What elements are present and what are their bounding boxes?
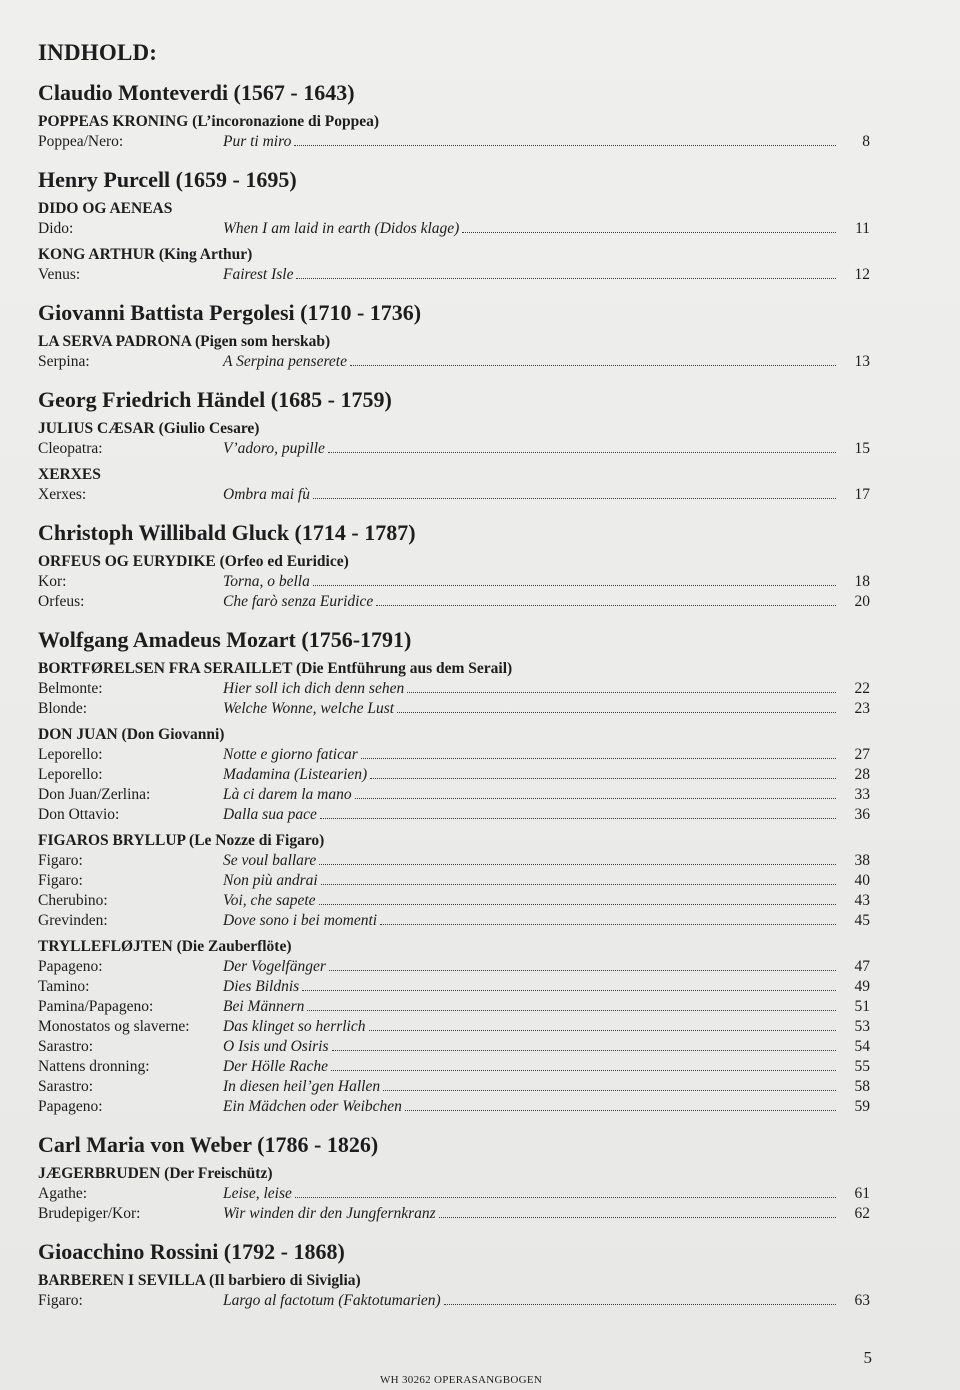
dot-leader [444, 1304, 836, 1305]
aria-title: Largo al factotum (Faktotumarien) [223, 1292, 441, 1309]
aria-title: Fairest Isle [223, 266, 294, 283]
opera-original-title: (L’incoronazione di Poppea) [192, 113, 380, 130]
composer-name: Henry Purcell (1659 - 1695) [38, 167, 297, 192]
composer-name: Wolfgang Amadeus Mozart (1756-1791) [38, 627, 412, 652]
role-name: Monostatos og slaverne: [38, 1018, 190, 1035]
dot-leader [294, 145, 836, 146]
aria-title: Là ci darem la mano [223, 786, 352, 803]
entry-page-number: 47 [854, 958, 870, 975]
opera-original-title: (Der Freischütz) [164, 1165, 273, 1182]
role-name: Poppea/Nero: [38, 133, 124, 150]
opera-title-text: JÆGERBRUDEN [38, 1165, 161, 1182]
dot-leader [302, 990, 836, 991]
opera-title [38, 333, 870, 351]
dot-leader [361, 758, 836, 759]
dot-leader [355, 798, 836, 799]
toc-entry [38, 892, 870, 912]
role-name: Figaro: [38, 852, 83, 869]
toc-entry [38, 220, 870, 240]
toc-entry [38, 353, 870, 373]
aria-title: Bei Männern [223, 998, 305, 1015]
entry-page-number: 62 [854, 1205, 870, 1222]
entry-page-number: 28 [854, 766, 870, 783]
aria-title: When I am laid in earth (Didos klage) [223, 220, 460, 237]
opera-original-title: (King Arthur) [158, 246, 253, 263]
toc-entry [38, 1058, 870, 1078]
aria-title: Che farò senza Euridice [223, 593, 374, 610]
aria-title: Ein Mädchen oder Weibchen [223, 1098, 402, 1115]
dot-leader [407, 692, 836, 693]
dot-leader [380, 924, 836, 925]
entry-page-number: 38 [854, 852, 870, 869]
opera-original-title: (Pigen som herskab) [194, 333, 331, 350]
toc-entry [38, 266, 870, 286]
entry-page-number: 15 [854, 440, 870, 457]
opera-title-text: POPPEAS KRONING [38, 113, 189, 130]
entry-page-number: 18 [854, 573, 870, 590]
opera-title-text: BORTFØRELSEN FRA SERAILLET [38, 660, 293, 677]
opera-original-title: (Orfeo ed Euridice) [219, 553, 349, 570]
dot-leader [332, 1050, 836, 1051]
opera-title-text: JULIUS CÆSAR [38, 420, 155, 437]
entry-page-number: 36 [854, 806, 870, 823]
composer-list [38, 80, 870, 1312]
aria-title: Non più andrai [223, 872, 318, 889]
toc-entry [38, 872, 870, 892]
opera-title-text: LA SERVA PADRONA [38, 333, 192, 350]
aria-title: A Serpina penserete [223, 353, 347, 370]
role-name: Kor: [38, 573, 67, 590]
opera-title-text: DON JUAN [38, 726, 118, 743]
entry-page-number: 53 [854, 1018, 870, 1035]
toc-entry [38, 700, 870, 720]
aria-title: Ombra mai fù [223, 486, 310, 503]
opera-original-title: (Le Nozze di Figaro) [189, 832, 325, 849]
opera-original-title: (Giulio Cesare) [158, 420, 260, 437]
toc-entry [38, 746, 870, 766]
opera-title [38, 832, 870, 850]
composer-name: Georg Friedrich Händel (1685 - 1759) [38, 387, 392, 412]
opera-original-title: (Die Zauberflöte) [176, 938, 292, 955]
dot-leader [329, 970, 836, 971]
opera-title [38, 553, 870, 571]
composer-name: Christoph Willibald Gluck (1714 - 1787) [38, 520, 416, 545]
entry-page-number: 8 [862, 133, 870, 150]
dot-leader [319, 904, 836, 905]
role-name: Pamina/Papageno: [38, 998, 154, 1015]
role-name: Agathe: [38, 1185, 88, 1202]
role-name: Papageno: [38, 958, 103, 975]
dot-leader [295, 1197, 836, 1198]
opera-title [38, 1272, 870, 1290]
entry-page-number: 55 [854, 1058, 870, 1075]
aria-title: Dove sono i bei momenti [223, 912, 378, 929]
role-name: Leporello: [38, 746, 103, 763]
toc-entry [38, 766, 870, 786]
toc-entry [38, 1205, 870, 1225]
opera-title [38, 466, 870, 484]
opera-title [38, 200, 870, 218]
toc-entry [38, 486, 870, 506]
entry-page-number: 11 [855, 220, 870, 237]
opera-title-text: DIDO OG AENEAS [38, 200, 173, 217]
role-name: Don Juan/Zerlina: [38, 786, 151, 803]
entry-page-number: 59 [854, 1098, 870, 1115]
role-name: Sarastro: [38, 1038, 94, 1055]
opera-title-text: KONG ARTHUR [38, 246, 156, 263]
entry-page-number: 45 [854, 912, 870, 929]
composer-name: Claudio Monteverdi (1567 - 1643) [38, 80, 355, 105]
role-name: Nattens dronning: [38, 1058, 150, 1075]
toc-entry [38, 1185, 870, 1205]
toc-entry [38, 573, 870, 593]
opera-original-title: (Il barbiero di Siviglia) [208, 1272, 361, 1289]
table-of-contents [38, 40, 870, 1312]
opera-original-title: (Die Entführung aus dem Serail) [296, 660, 513, 677]
dot-leader [319, 864, 836, 865]
role-name: Serpina: [38, 353, 90, 370]
role-name: Belmonte: [38, 680, 103, 697]
opera-title-text: ORFEUS OG EURYDIKE [38, 553, 216, 570]
role-name: Dido: [38, 220, 74, 237]
role-name: Papageno: [38, 1098, 103, 1115]
opera-original-title: (Don Giovanni) [121, 726, 225, 743]
toc-entry [38, 786, 870, 806]
opera-title-text: FIGAROS BRYLLUP [38, 832, 186, 849]
opera-title [38, 113, 870, 131]
role-name: Tamino: [38, 978, 90, 995]
entry-page-number: 58 [854, 1078, 870, 1095]
entry-page-number: 17 [854, 486, 870, 503]
entry-page-number: 51 [854, 998, 870, 1015]
entry-page-number: 33 [854, 786, 870, 803]
composer-name: Giovanni Battista Pergolesi (1710 - 1736) [38, 300, 422, 325]
dot-leader [307, 1010, 836, 1011]
aria-title: Se voul ballare [223, 852, 317, 869]
role-name: Cherubino: [38, 892, 108, 909]
entry-page-number: 40 [854, 872, 870, 889]
dot-leader [350, 365, 836, 366]
toc-entry [38, 1038, 870, 1058]
aria-title: Pur ti miro [223, 133, 292, 150]
dot-leader [313, 585, 836, 586]
toc-entry [38, 1018, 870, 1038]
composer-name: Carl Maria von Weber (1786 - 1826) [38, 1132, 379, 1157]
role-name: Brudepiger/Kor: [38, 1205, 141, 1222]
opera-title [38, 660, 870, 678]
entry-page-number: 49 [854, 978, 870, 995]
toc-entry [38, 958, 870, 978]
opera-title [38, 420, 870, 438]
entry-page-number: 27 [854, 746, 870, 763]
role-name: Sarastro: [38, 1078, 94, 1095]
role-name: Figaro: [38, 1292, 83, 1309]
role-name: Orfeus: [38, 593, 85, 610]
dot-leader [321, 884, 836, 885]
opera-title-text: BARBEREN I SEVILLA [38, 1272, 206, 1289]
opera-title-text: TRYLLEFLØJTEN [38, 938, 173, 955]
aria-title: Madamina (Listearien) [223, 766, 368, 783]
entry-page-number: 22 [854, 680, 870, 697]
entry-page-number: 20 [854, 593, 870, 610]
aria-title: Hier soll ich dich denn sehen [223, 680, 405, 697]
dot-leader [320, 818, 836, 819]
opera-title-text: XERXES [38, 466, 101, 483]
toc-entry [38, 440, 870, 460]
opera-title [38, 246, 870, 264]
entry-page-number: 63 [854, 1292, 870, 1309]
dot-leader [369, 1030, 837, 1031]
aria-title: Das klinget so herrlich [223, 1018, 366, 1035]
role-name: Leporello: [38, 766, 103, 783]
opera-title [38, 938, 870, 956]
aria-title: Der Vogelfänger [223, 958, 326, 975]
aria-title: O Isis und Osiris [223, 1038, 329, 1055]
dot-leader [439, 1217, 836, 1218]
toc-entry [38, 1078, 870, 1098]
role-name: Figaro: [38, 872, 83, 889]
page-number: 5 [863, 1348, 872, 1367]
dot-leader [370, 778, 836, 779]
dot-leader [328, 452, 836, 453]
role-name: Venus: [38, 266, 81, 283]
opera-title [38, 1165, 870, 1183]
dot-leader [462, 232, 836, 233]
aria-title: Der Hölle Rache [223, 1058, 329, 1075]
dot-leader [313, 498, 836, 499]
toc-entry [38, 806, 870, 826]
opera-title [38, 726, 870, 744]
role-name: Blonde: [38, 700, 88, 717]
toc-entry [38, 978, 870, 998]
dot-leader [397, 712, 836, 713]
aria-title: Wir winden dir den Jungfernkranz [223, 1205, 436, 1222]
toc-entry [38, 852, 870, 872]
aria-title: Dalla sua pace [223, 806, 317, 823]
role-name: Don Ottavio: [38, 806, 120, 823]
dot-leader [331, 1070, 836, 1071]
toc-entry [38, 1292, 870, 1312]
aria-title: Voi, che sapete [223, 892, 316, 909]
toc-entry [38, 133, 870, 153]
composer-name: Gioacchino Rossini (1792 - 1868) [38, 1239, 345, 1264]
entry-page-number: 61 [854, 1185, 870, 1202]
aria-title: Torna, o bella [223, 573, 310, 590]
footer-catalog: WH 30262 OPERASANGBOGEN [380, 1374, 543, 1386]
aria-title: Leise, leise [223, 1185, 292, 1202]
entry-page-number: 12 [854, 266, 870, 283]
toc-entry [38, 593, 870, 613]
aria-title: Dies Bildnis [223, 978, 300, 995]
aria-title: V’adoro, pupille [223, 440, 325, 457]
dot-leader [383, 1090, 836, 1091]
role-name: Grevinden: [38, 912, 108, 929]
dot-leader [376, 605, 836, 606]
role-name: Cleopatra: [38, 440, 103, 457]
entry-page-number: 23 [854, 700, 870, 717]
role-name: Xerxes: [38, 486, 87, 503]
aria-title: Notte e giorno faticar [223, 746, 358, 763]
toc-heading: INDHOLD: [38, 40, 158, 65]
dot-leader [405, 1110, 836, 1111]
toc-entry [38, 912, 870, 932]
toc-entry [38, 1098, 870, 1118]
aria-title: In diesen heil’gen Hallen [223, 1078, 381, 1095]
entry-page-number: 43 [854, 892, 870, 909]
entry-page-number: 54 [854, 1038, 870, 1055]
aria-title: Welche Wonne, welche Lust [223, 700, 395, 717]
entry-page-number: 13 [854, 353, 870, 370]
dot-leader [296, 278, 836, 279]
toc-entry [38, 680, 870, 700]
toc-entry [38, 998, 870, 1018]
